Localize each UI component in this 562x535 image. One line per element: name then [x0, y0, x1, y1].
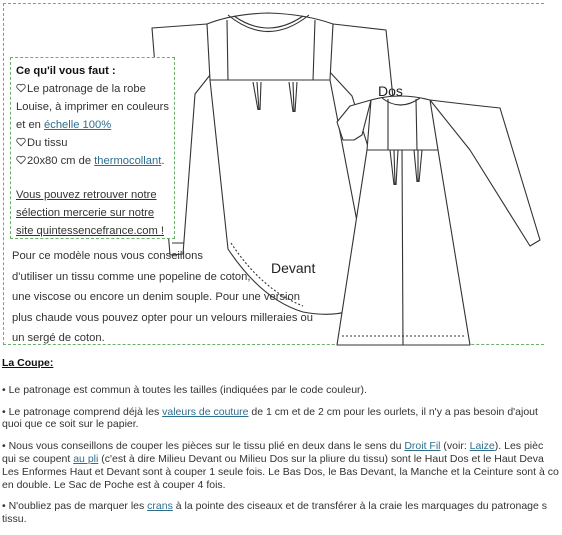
- cutting-p3-prefix: • Nous vous conseillons de couper les pièces sur le tissu plié en deux dans le sens du: [2, 440, 405, 453]
- requirement-pattern-prefix: et en: [16, 119, 44, 131]
- spacer: [16, 170, 174, 186]
- label-dos: Dos: [378, 83, 403, 99]
- echelle-link[interactable]: échelle 100%: [44, 119, 112, 131]
- heart-icon: [16, 83, 26, 93]
- cutting-paragraph-4: [2, 500, 562, 526]
- cutting-p2-prefix: • Le patronage comprend déjà les: [2, 405, 163, 418]
- valeurs-de-couture-link[interactable]: valeurs de couture: [162, 405, 249, 418]
- cutting-p2-suffix: de 1 cm et de 2 cm pour les ourlets, il n'y a pas besoin d'ajout: [248, 405, 538, 418]
- cutting-paragraph-2: [2, 406, 562, 432]
- cutting-p4-prefix: • N'oubliez pas de marquer les: [2, 500, 148, 513]
- fabric-advice-line: un sergé de coton.: [12, 332, 105, 345]
- laize-link[interactable]: Laize: [469, 440, 495, 453]
- requirement-pattern-text: Le patronage de la robe: [27, 83, 146, 95]
- cutting-paragraph-1: • Le patronage est commun à toutes les tailles (indiquées par le code couleur).: [2, 383, 367, 396]
- requirement-fabric: [16, 134, 174, 152]
- heart-icon: [16, 137, 26, 147]
- cutting-p3-mid: (voir:: [440, 440, 470, 453]
- requirements-box: [10, 57, 175, 239]
- requirement-interfacing-prefix: 20x80 cm de: [27, 155, 95, 167]
- heart-icon: [16, 155, 26, 165]
- droit-fil-link[interactable]: Droit Fil: [404, 440, 441, 453]
- requirement-interfacing-suffix: .: [161, 155, 165, 167]
- requirement-pattern: [16, 80, 174, 98]
- mercerie-link-line3[interactable]: site quintessencefrance.com !: [16, 225, 164, 237]
- au-pli-link[interactable]: au pli: [73, 452, 99, 465]
- requirement-fabric-text: Du tissu: [27, 137, 68, 149]
- cutting-section: [2, 357, 562, 535]
- fabric-advice-line: plus chaude vous pouvez opter pour un velours milleraies ou: [12, 311, 313, 324]
- requirement-pattern-line2: Louise, à imprimer en couleurs: [16, 101, 169, 113]
- mercerie-link-line1[interactable]: Vous pouvez retrouver notre: [16, 189, 157, 201]
- requirement-interfacing: [16, 152, 174, 170]
- fabric-advice-line: une viscose ou encore un denim souple. Pour une version: [12, 291, 300, 304]
- requirement-pattern-line3: [16, 116, 174, 134]
- cutting-p2-line2: quoi que ce soit sur le papier.: [2, 418, 139, 431]
- cutting-p4-line2: tissu.: [2, 513, 27, 526]
- fabric-advice-line: Pour ce modèle nous vous conseillons: [12, 250, 203, 262]
- cutting-heading: La Coupe:: [2, 357, 54, 369]
- label-devant: Devant: [271, 260, 316, 276]
- cutting-p3-line2-prefix: qui se coupent: [2, 452, 74, 465]
- fabric-advice: [12, 246, 322, 349]
- cutting-p3-line4: en double. Le Sac de Poche est à couper 4 fois.: [2, 478, 226, 491]
- thermocollant-link[interactable]: thermocollant: [94, 155, 162, 167]
- crans-link[interactable]: crans: [147, 500, 173, 513]
- cutting-p3-line2-suffix: (c'est à dire Milieu Devant ou Milieu Dos sur la pliure du tissu) sont le Haut Dos et le Haut Deva: [98, 452, 544, 465]
- cutting-p4-suffix: à la pointe des ciseaux et de transférer à la craie les marquages du patronage s: [172, 500, 547, 513]
- cutting-p3-line3: Les Enformes Haut et Devant sont à couper 1 seule fois. Le Bas Dos, le Bas Devant, la Manche et la Ceinture sont à co: [2, 465, 559, 478]
- cutting-paragraph-3: [2, 440, 562, 491]
- cutting-p3-suffix: ). Les pièc: [494, 440, 544, 453]
- fabric-advice-line: d'utiliser un tissu comme une popeline de coton,: [12, 270, 251, 283]
- requirements-title: Ce qu'il vous faut :: [16, 65, 116, 77]
- mercerie-link-line2[interactable]: sélection mercerie sur notre: [16, 207, 155, 219]
